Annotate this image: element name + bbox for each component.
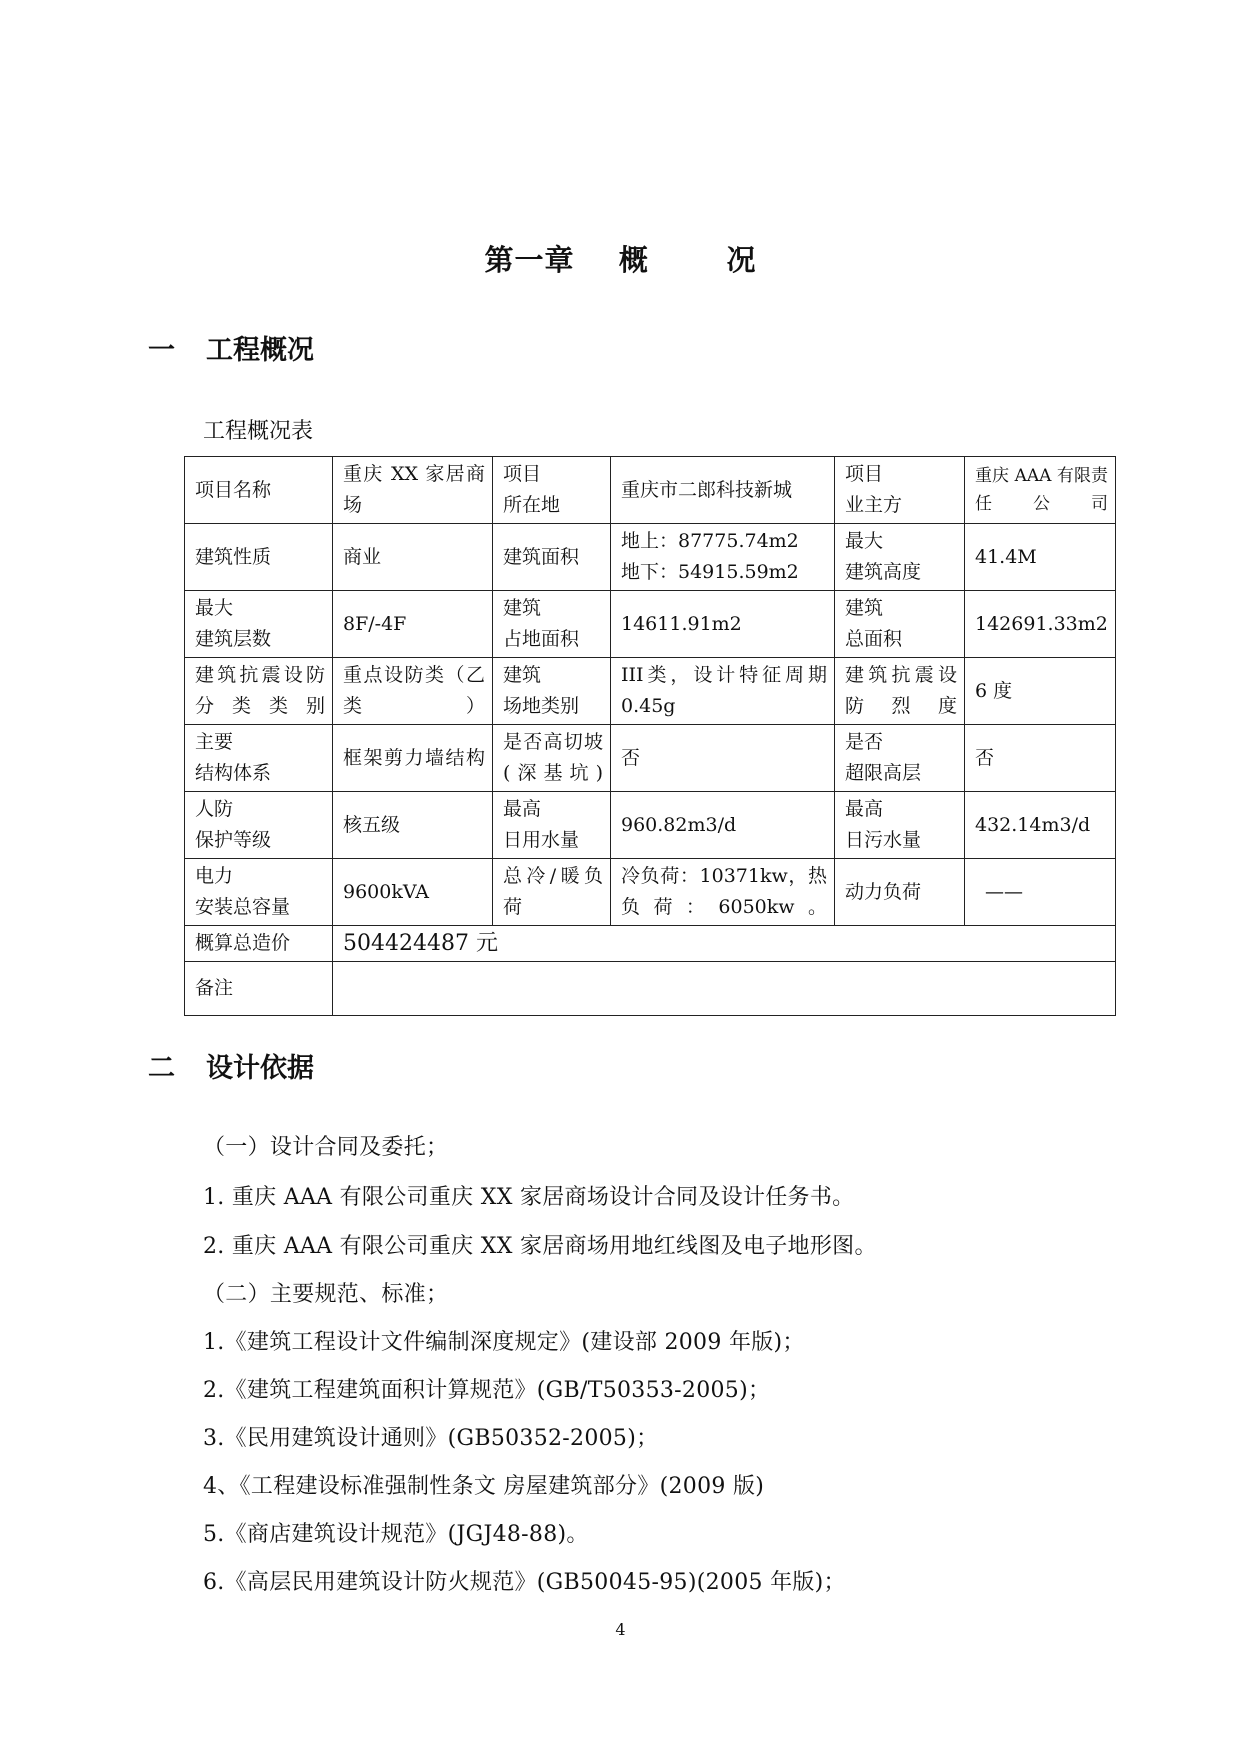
table-cell: 6 度: [965, 658, 1116, 725]
section-title: 设计依据: [206, 1053, 314, 1084]
table-row: [185, 962, 1116, 1016]
table-cell: 人防 保护等级: [185, 792, 333, 859]
table-cell: [333, 962, 1116, 1016]
table-cell: 重庆 XX 家居商场: [333, 457, 493, 524]
table-cell: 项目 业主方: [835, 457, 965, 524]
paragraph-line: 2. 重庆 AAA 有限公司重庆 XX 家居商场用地红线图及电子地形图。: [203, 1234, 877, 1259]
section-number: 一: [148, 335, 175, 366]
paragraph-line: （一）设计合同及委托；: [203, 1135, 449, 1160]
table-cell: 建筑面积: [493, 524, 611, 591]
table-row: [185, 658, 1116, 725]
paragraph-line: 1. 重庆 AAA 有限公司重庆 XX 家居商场设计合同及设计任务书。: [203, 1185, 855, 1210]
table-cell: 建筑抗震设防烈度: [835, 658, 965, 725]
table-cell: 重庆 AAA 有限责任公司: [965, 457, 1116, 524]
section-number: 二: [148, 1053, 175, 1084]
table-cell: 项目名称: [185, 457, 333, 524]
table-cell: 建筑 场地类别: [493, 658, 611, 725]
table-cell: 41.4M: [965, 524, 1116, 591]
table-row: [185, 591, 1116, 658]
table-caption: 工程概况表: [203, 419, 314, 444]
table-cell: 建筑 占地面积: [493, 591, 611, 658]
section-title: 工程概况: [206, 335, 314, 366]
paragraph-line: 5.《商店建筑设计规范》(JGJ48-88)。: [203, 1522, 589, 1547]
section-heading-design-basis: [148, 1046, 314, 1085]
table-cell: 否: [611, 725, 835, 792]
table-cell: 地上：87775.74m2 地下：54915.59m2: [611, 524, 835, 591]
table-row: [185, 926, 1116, 962]
table-cell: 是否高切坡(深基坑): [493, 725, 611, 792]
chapter-title: 第一章 概 况: [484, 243, 757, 277]
table-cell: 最大 建筑层数: [185, 591, 333, 658]
table-cell: 建筑性质: [185, 524, 333, 591]
table-row: [185, 792, 1116, 859]
paragraph-line: （二）主要规范、标准；: [203, 1282, 449, 1307]
table-cell: 概算总造价: [185, 926, 333, 962]
table-cell: ——: [965, 859, 1116, 926]
paragraph-line: 1.《建筑工程设计文件编制深度规定》(建设部 2009 年版)；: [203, 1330, 805, 1355]
table-cell: 备注: [185, 962, 333, 1016]
section-heading-overview: [148, 328, 314, 367]
table-cell: 否: [965, 725, 1116, 792]
table-cell: 电力 安装总容量: [185, 859, 333, 926]
table-cell: III类，设计特征周期0.45g: [611, 658, 835, 725]
table-row: [185, 457, 1116, 524]
table-cell: 重庆市二郎科技新城: [611, 457, 835, 524]
table-cell: 重点设防类（乙类）: [333, 658, 493, 725]
table-row: [185, 725, 1116, 792]
paragraph-line: 4、《工程建设标准强制性条文 房屋建筑部分》(2009 版): [203, 1474, 765, 1499]
table-cell: 142691.33m2: [965, 591, 1116, 658]
table-cell: 最大 建筑高度: [835, 524, 965, 591]
table-cell: 是否 超限高层: [835, 725, 965, 792]
table-cell: 432.14m3/d: [965, 792, 1116, 859]
table-cell: 最高 日用水量: [493, 792, 611, 859]
table-row: [185, 859, 1116, 926]
table-cell: 504424487 元: [333, 926, 1116, 962]
table-cell: 核五级: [333, 792, 493, 859]
table-cell: 建筑 总面积: [835, 591, 965, 658]
table-cell: 框架剪力墙结构: [333, 725, 493, 792]
paragraph-line: 2.《建筑工程建筑面积计算规范》(GB/T50353-2005)；: [203, 1378, 771, 1403]
table-cell: 商业: [333, 524, 493, 591]
table-cell: 建筑抗震设防分类类别: [185, 658, 333, 725]
project-overview-table: [184, 456, 1116, 1016]
table-cell: 主要 结构体系: [185, 725, 333, 792]
table-cell: 项目 所在地: [493, 457, 611, 524]
table-row: [185, 524, 1116, 591]
table-cell: 14611.91m2: [611, 591, 835, 658]
table-cell: 冷负荷：10371kw，热负荷：6050kw。: [611, 859, 835, 926]
table-cell: 总冷/暖负荷: [493, 859, 611, 926]
table-cell: 最高 日污水量: [835, 792, 965, 859]
paragraph-line: 6.《高层民用建筑设计防火规范》(GB50045-95)(2005 年版)；: [203, 1570, 846, 1595]
table-cell: 8F/-4F: [333, 591, 493, 658]
table-cell: 9600kVA: [333, 859, 493, 926]
table-cell: 动力负荷: [835, 859, 965, 926]
page-number: 4: [615, 1620, 626, 1639]
table-cell: 960.82m3/d: [611, 792, 835, 859]
paragraph-line: 3.《民用建筑设计通则》(GB50352-2005)；: [203, 1426, 659, 1451]
